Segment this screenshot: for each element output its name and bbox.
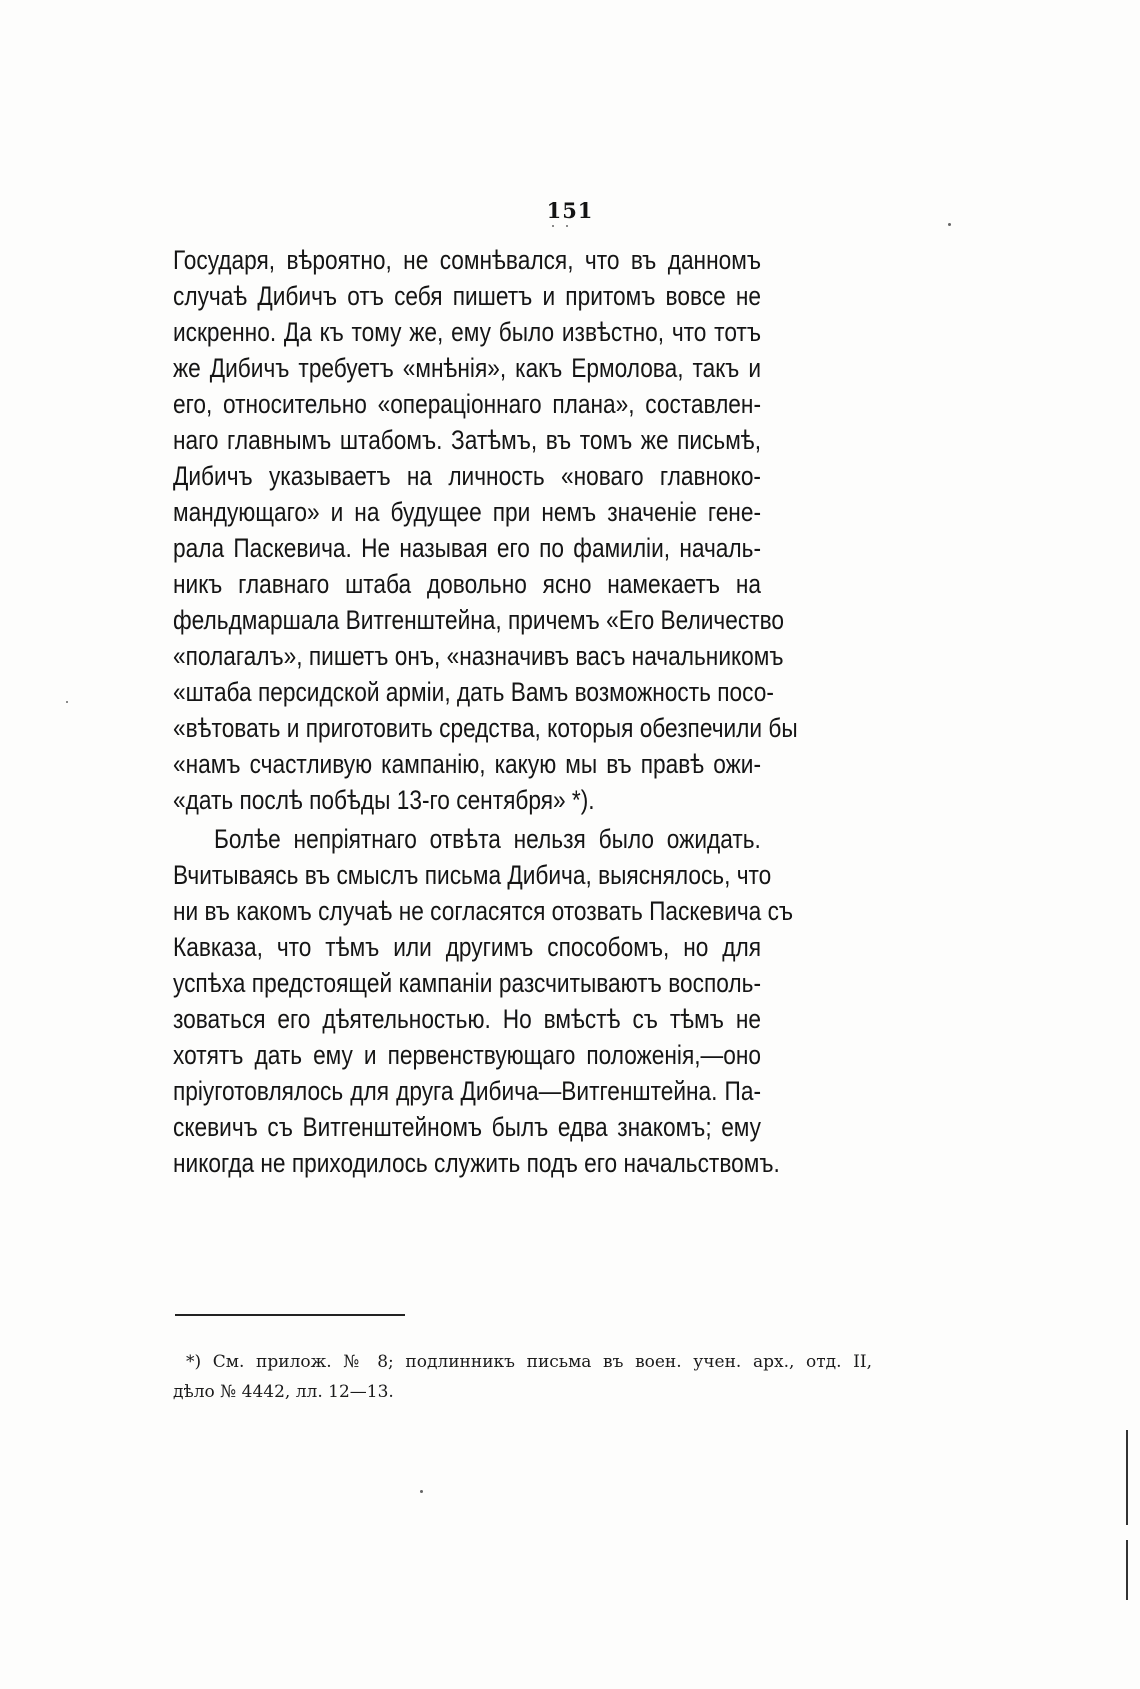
scan-speck bbox=[66, 701, 68, 703]
text-line: «дать послѣ побѣды 13-го сентября» *). bbox=[173, 785, 595, 815]
text-line: никогда не приходилось служить подъ его начальствомъ. bbox=[173, 1148, 780, 1178]
text-line: наго главнымъ штабомъ. Затѣмъ, въ томъ же письмѣ, bbox=[173, 425, 761, 455]
scan-edge-mark bbox=[1126, 1430, 1128, 1525]
text-line: хотятъ дать ему и первенствующаго положенія,—оно bbox=[173, 1040, 761, 1070]
text-line: ни въ какомъ случаѣ не согласятся отозвать Паскевича съ bbox=[173, 896, 794, 926]
text-line: рала Паскевича. Не называя его по фамиліи, началь- bbox=[173, 533, 761, 563]
text-line: мандующаго» и на будущее при немъ значеніе гене- bbox=[173, 497, 761, 527]
page-number: 151 bbox=[546, 198, 594, 223]
text-line: «вѣтовать и приготовить средства, которыя обезпечили бы bbox=[173, 713, 798, 743]
footnote-line: дѣло № 4442, лл. 12—13. bbox=[173, 1382, 394, 1402]
footnote-line: *) См. прилож. № 8; подлинникъ письма въ воен. учен. арх., отд. II, bbox=[186, 1352, 872, 1372]
text-line: фельдмаршала Витгенштейна, причемъ «Его Величество bbox=[173, 605, 784, 635]
text-line: Вчитываясь въ смыслъ письма Дибича, выяснялось, что bbox=[173, 860, 772, 890]
text-line: «намъ счастливую кампанію, какую мы въ правѣ ожи- bbox=[173, 749, 761, 779]
text-line: скевичъ съ Витгенштейномъ былъ едва знакомъ; ему bbox=[173, 1112, 761, 1142]
text-line: его, относительно «операціоннаго плана», составлен- bbox=[173, 389, 761, 419]
text-line: искренно. Да къ тому же, ему было извѣстно, что тотъ bbox=[173, 317, 761, 347]
text-line: «полагалъ», пишетъ онъ, «назначивъ васъ начальникомъ bbox=[173, 641, 784, 671]
text-line: Государя, вѣроятно, не сомнѣвался, что въ данномъ bbox=[173, 245, 761, 275]
scan-speck bbox=[420, 1490, 423, 1493]
scan-edge-mark bbox=[1126, 1540, 1128, 1600]
text-line: никъ главнаго штаба довольно ясно намекаетъ на bbox=[173, 569, 761, 599]
text-line: Дибичъ указываетъ на личность «новаго главноко- bbox=[173, 461, 761, 491]
footnote-divider bbox=[175, 1314, 405, 1316]
text-line: «штаба персидской арміи, дать Вамъ возможность посо- bbox=[173, 677, 774, 707]
paragraph-first-line: Болѣе непріятнаго отвѣта нельзя было ожидать. bbox=[214, 824, 761, 854]
text-line: Кавказа, что тѣмъ или другимъ способомъ, но для bbox=[173, 932, 761, 962]
text-line: же Дибичъ требуетъ «мнѣнія», какъ Ермолова, такъ и bbox=[173, 353, 761, 383]
text-line: случаѣ Дибичъ отъ себя пишетъ и притомъ вовсе не bbox=[173, 281, 761, 311]
scan-speck bbox=[566, 225, 568, 227]
text-line: зоваться его дѣятельностью. Но вмѣстѣ съ тѣмъ не bbox=[173, 1004, 761, 1034]
scan-speck bbox=[552, 225, 554, 227]
text-line: успѣха предстоящей кампаніи разсчитываютъ восполь- bbox=[173, 968, 761, 998]
scan-speck bbox=[948, 223, 951, 226]
text-line: пріуготовлялось для друга Дибича—Витгенштейна. Па- bbox=[173, 1076, 761, 1106]
